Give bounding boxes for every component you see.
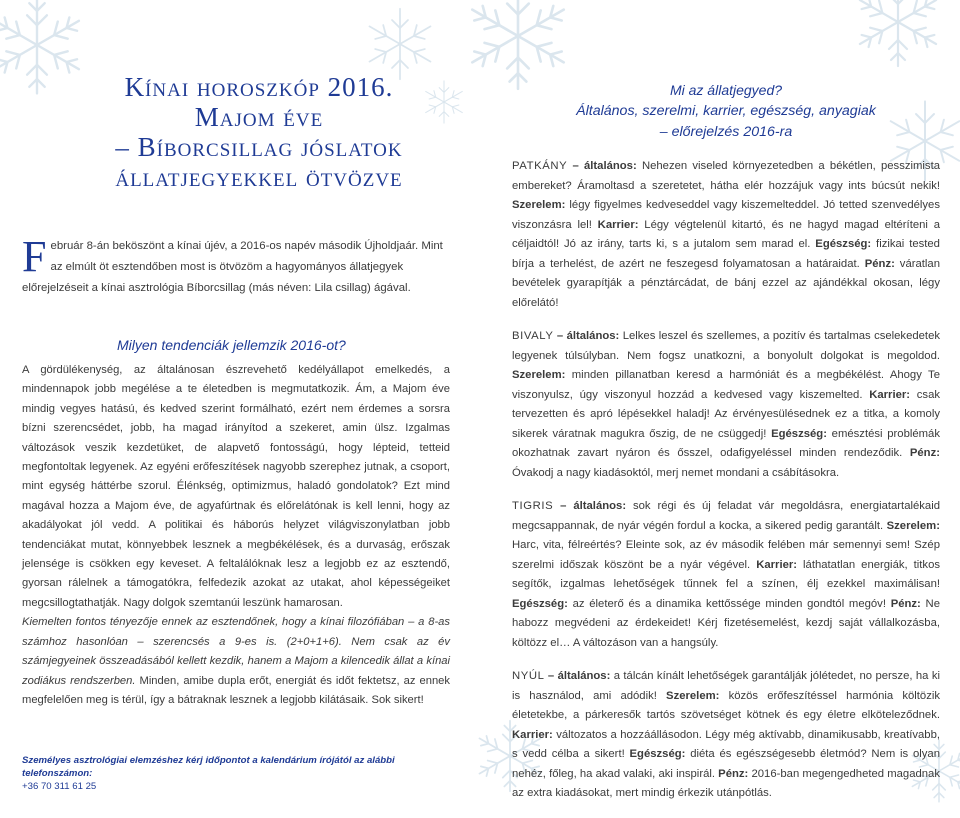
- heading-line: – előrejelzés 2016-ra: [659, 124, 793, 140]
- sign-category-text: 2016-ban megengedheted magadnak az extra kiadásokat, mert mindig érkezik utánpótlás.: [512, 767, 940, 799]
- body-paragraph: A gördülékenység, az általánosan észrevehető kedélyállapot emelkedés, a mindennapok jobb megélése a te életedben is megmutatkozik. Ám, a Majom éve mindig vegyes hatású, és kedved szerint formálható, ezért nem érdemes a sorsra bízni szerencsédet, jobb, ha magad irányítod a szekeret, amin ülsz. Izgalmas változások veszik kezdetüket, de alapvető fontosságú, hogy lépteid, tetteid megfontoltak legyenek. Az egyéni erőfeszítések nagyobb szerephez jutnak, a csoport, mint egység háttérbe szorul. Élénkség, optimizmus, haladó gondolatok? Ezt mind magával hozza a Majom éve, de agyafúrtnak és előrelátónak is kell lenni, hogy az akadályokat jól vedd. A politikai és háborús helyzet világviszonylatban jobb tendenciákat mutat, könnyebbek lesznek a megbékélések, és a durvaság, erőszak jelensége is csökken egy keveset. A feltalálóknak lesz a legjobb ez az esztendő, gyorsan rálelnek a támogatókra, felfedezik azokat az utakat, ahol képességeiket megcsillogtathatják. Nagy dolgok szemtanúi leszünk hamarosan.: [22, 364, 450, 609]
- sign-list: [512, 157, 940, 804]
- sign-category-text: az életerő és a dinamika kettőssége minden gondtól megóv!: [567, 597, 886, 610]
- sign-category-label: Karrier:: [512, 728, 553, 741]
- sign-category-text: sok régi és új feladat vár megoldásra, energiatartalékaid megcsappannak, de nyár végén fordul a kocka, a sikered pedig garantált.: [512, 500, 940, 532]
- body-paragraph: [22, 613, 450, 710]
- drop-cap: F: [22, 232, 47, 281]
- sign-category-text: emésztési problémák okozhatnak zavart nyáron és ősszel, odafigyeléssel minden rendeződik.: [512, 427, 940, 459]
- sign-category-label: – általános:: [553, 330, 620, 342]
- article-body: [22, 361, 450, 710]
- sign-category-label: Pénz:: [885, 597, 921, 610]
- sign-category-text: Nehezen viseled környezetedben a békétlen, pesszimista embereket? Áramoltasd a szeretetet, hátha elér hozzájuk vagy ints búcsút nekik!: [512, 160, 940, 192]
- sign-category-label: Egészség:: [624, 748, 686, 760]
- sign-category-text: váratlan bevételek gyarapítják a pénztárcádat, de bánj ezzel az ajándékkal okosan, légy előrelátó!: [512, 257, 940, 309]
- sign-category-text: Lelkes leszel és szellemes, a pozitív és tartalmas cselekedetek legyenek túlsúlyban. Nem fogsz unatkozni, a bonyolult dolgokat is megoldod.: [512, 330, 941, 362]
- sign-category-label: Szerelem:: [883, 519, 940, 532]
- contact-text: Személyes asztrológiai elemzéshez kérj időpontot a kalendárium írójától az alábbi telefonszámon:: [22, 755, 395, 780]
- sign-category-label: Karrier:: [862, 388, 911, 401]
- left-column: [22, 72, 450, 793]
- sign-name: PATKÁNY: [512, 160, 568, 172]
- sign-category-label: Szerelem:: [512, 199, 566, 211]
- sign-category-label: Szerelem:: [656, 689, 720, 702]
- sign-category-label: Egészség:: [512, 597, 568, 610]
- section-heading: [512, 80, 940, 143]
- sign-category-label: Karrier:: [750, 558, 798, 571]
- sign-name: BIVALY: [512, 330, 554, 342]
- page-title: [104, 72, 450, 192]
- sign-category-text: Harc, vita, félreértés? Eleinte sok, az év második felében már semennyi sem! Szép szerelmi időszak köszönt be a nyár végével.: [512, 539, 940, 571]
- sign-name: TIGRIS: [512, 500, 554, 512]
- sign-category-text: a tálcán kínált lehetőségek garantálják jólétedet, no persze, ha ki is használod, ami adódik!: [512, 670, 940, 702]
- snowflake-icon: [848, 0, 948, 72]
- sign-category-label: – általános:: [567, 160, 637, 172]
- sign-category-text: diéta és egészségesebb életmód? Nem is olyan nehéz, főleg, ha akad valaki, aki inspirál.: [512, 748, 940, 780]
- right-column: [512, 80, 940, 818]
- sign-category-text: csak tervezetten és apró lépésekkel haladj! Az érvényesülésednek ez a titka, a komoly sikerek váratnak magukra őszig, de ne csüggedj!: [512, 388, 940, 440]
- sign-category-text: Óvakodj a nagy kiadásoktól, merj nemet mondani a csábításokra.: [512, 466, 840, 479]
- italic-text: Kiemelten fontos tényezője ennek az esztendőnek, hogy a kínai filozófiában – a 8-as számhoz hasonlóan – szerencsés a 9-es is. (2+0+1+6). Nem csak az év számjegyeinek összeadásából kellett kezdik, hanem a Majom a kilencedik állat a kínai zodiákus rendszerben.: [22, 616, 450, 687]
- section-subheading: Milyen tendenciák jellemzik 2016-ot?: [117, 337, 346, 353]
- phone-number: +36 70 311 61 25: [22, 781, 97, 793]
- sign-entry: [512, 327, 940, 483]
- intro-text: ebruár 8-án beköszönt a kínai újév, a 2016-os napév második Újholdjaár. Mint az elmúlt öt esztendőben most is ötvözöm a hagyományos állatjegyek előrejelzéseit a kínai asztrológia Bíborcsillag (más néven: Lila csillag) ágával.: [22, 240, 443, 294]
- sign-category-text: közös erőfeszítéssel harmónia költözik életetekbe, a párkeresők tartós szövetséget kötnek és egy életre elköteleződnek.: [512, 689, 940, 721]
- heading-line: Általános, szerelmi, karrier, egészség, anyagiak: [576, 103, 876, 119]
- sign-category-text: minden pillanatban keresd a harmóniát és a megbékélést. Ahogy Te viszonyulsz, úgy viszonyul hozzád a kedvesed vagy kiszemelted.: [512, 369, 940, 401]
- sign-category-label: Egészség:: [766, 427, 827, 440]
- body-text: Minden, amibe dupla erőt, energiát és időt fektetsz, az ennek megfelelően meg is térül, így a bátraknak lesznek a legjobb kilátásaik. Sok sikert!: [22, 674, 450, 706]
- sign-entry: [512, 667, 940, 804]
- sign-category-text: fizikai tested bírja a terhelést, de azért ne feszegesd folyamatosan a határaidat.: [512, 238, 940, 270]
- contact-note: [22, 754, 450, 793]
- sign-category-label: Karrier:: [591, 218, 639, 231]
- sign-category-text: Ne habozz megvédeni az érdekeidet! Kérj fizetésemelést, kezdj saját vállalkozásba, költözz el… A változáson van a hangsúly.: [512, 597, 940, 649]
- sign-category-label: – általános:: [544, 670, 611, 682]
- title-line: állatjegyekkel ötvözve: [115, 162, 403, 192]
- sign-category-text: Légy végtelenül kitartó, és ne hagyd magad eltéríteni a céljaidtól! Jó az irány, tarts ki, s a jutalom sem marad el.: [512, 218, 940, 250]
- title-line: Majom éve: [194, 102, 324, 132]
- heading-line: Mi az állatjegyed?: [669, 82, 783, 98]
- sign-entry: [512, 157, 940, 313]
- sign-category-label: Pénz:: [902, 447, 940, 459]
- sign-category-label: – általános:: [553, 500, 627, 512]
- sign-category-label: Pénz:: [715, 767, 749, 780]
- sign-category-label: Egészség:: [810, 238, 872, 250]
- sign-category-text: légy figyelmes kedveseddel vagy kiszemelteddel. Jó tetted szenvedélyes viszonzásra lel!: [512, 199, 940, 231]
- sign-entry: [512, 497, 940, 653]
- sign-category-text: láthatatlan energiák, titkos segítők, izgalmas lehetőségek tűnnek fel a színen, élj ezekkel maximálisan!: [512, 558, 941, 590]
- sign-category-text: változatos a hozzáállásodon. Légy még aktívabb, dinamikusabb, kreatívabb, s vedd célba a sikert!: [512, 728, 940, 760]
- sign-category-label: Pénz:: [859, 257, 895, 270]
- intro-paragraph: [22, 232, 450, 299]
- sign-name: NYÚL: [512, 670, 545, 682]
- title-line: Kínai horoszkóp 2016.: [124, 72, 394, 102]
- sign-category-label: Szerelem:: [512, 369, 566, 381]
- title-line: – Bíborcsillag jóslatok: [115, 132, 403, 162]
